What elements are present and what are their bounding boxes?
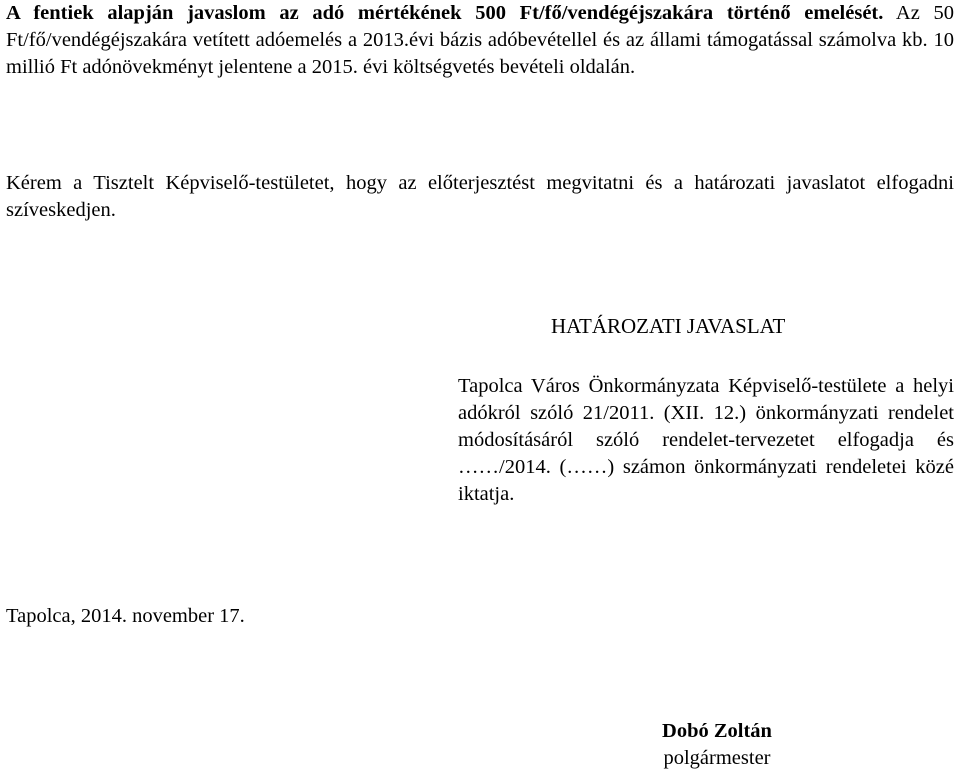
place-date: Tapolca, 2014. november 17. bbox=[6, 605, 245, 627]
signature-block bbox=[600, 718, 834, 772]
intro-paragraph bbox=[6, 0, 954, 81]
request-paragraph: Kérem a Tisztelt Képviselő-testületet, hogy az előterjesztést megvitatni és a határozati javaslatot elfogadni szíveskedjen. bbox=[6, 172, 954, 221]
intro-rest-text: Az 50 Ft/fő/vendégéjszakára vetített adóemelés a 2013.évi bázis adóbevétellel és az állami támogatással számolva kb. 10 millió Ft adónövekményt jelentene a 2015. évi költségvetés bevételi oldalán. bbox=[6, 2, 954, 78]
resolution-heading: HATÁROZATI JAVASLAT bbox=[551, 314, 786, 338]
intro-bold-text: A fentiek alapján javaslom az adó mértékének 500 Ft/fő/vendégéjszakára történő emelését. bbox=[6, 2, 884, 24]
resolution-text: Tapolca Város Önkormányzata Képviselő-testülete a helyi adókról szóló 21/2011. (XII. 12.) önkormányzati rendelet módosításáról szóló rendelet-tervezetet elfogadja és ……/2014. (……) számon önkormányzati rendeletei közé iktatja. bbox=[458, 375, 954, 505]
signatory-title: polgármester bbox=[663, 747, 771, 769]
signatory-name: Dobó Zoltán bbox=[662, 720, 772, 742]
